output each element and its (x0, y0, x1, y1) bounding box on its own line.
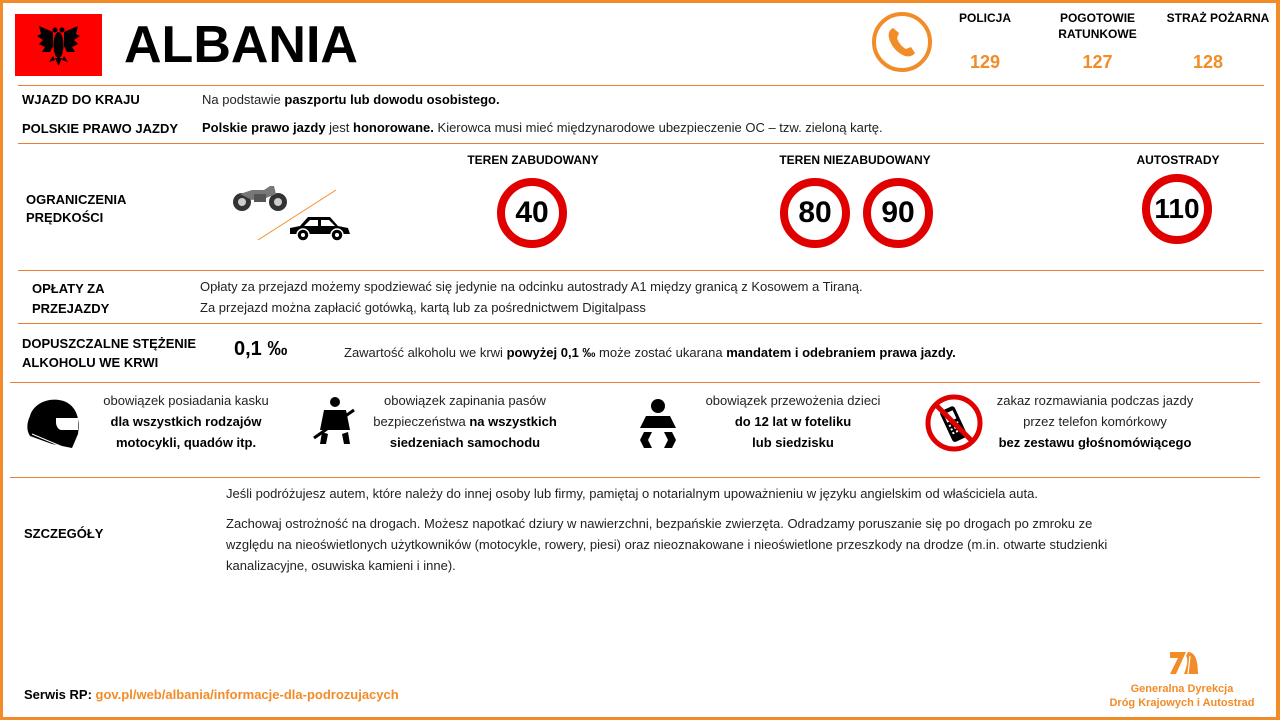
emergency-police-number: 129 (969, 52, 1001, 72)
entry-label: WJAZD DO KRAJU (22, 92, 140, 107)
child-icon (640, 398, 676, 455)
footer-label: Serwis RP: (24, 687, 96, 702)
phone-icon (872, 12, 932, 72)
details-label: SZCZEGÓŁY (24, 526, 104, 541)
divider (18, 270, 1264, 271)
tolls-line2: Za przejazd można zapłacić gotówką, kartą lub za pośrednictwem Digitalpass (200, 300, 646, 315)
entry-text: Na podstawie paszportu lub dowodu osobistego. (202, 92, 500, 107)
tolls-label: OPŁATY ZA PRZEJAZDY (32, 281, 110, 316)
zone-motorway-label: AUTOSTRADY (1136, 153, 1220, 167)
divider (18, 143, 1264, 144)
emergency-fire-label: STRAŻ POŻARNA (1166, 11, 1270, 25)
zone-built-up-label: TEREN ZABUDOWANY (467, 153, 599, 167)
rule-phone-text: zakaz rozmawiania podczas jazdy przez telefon komórkowy bez zestawu głośnomówiącego (996, 393, 1194, 450)
speed-label: OGRANICZENIA PRĘDKOŚCI (26, 192, 127, 225)
license-text: Polskie prawo jazdy jest honorowane. Kierowca musi mieć międzynarodowe ubezpieczenie OC – tzw. zieloną kartę. (202, 120, 883, 135)
speed-limit-sign: 40 (497, 178, 567, 248)
gddkia-logo-icon (1168, 650, 1200, 681)
emergency-police-label: POLICJA (958, 11, 1011, 25)
divider (18, 85, 1264, 86)
seatbelt-icon (312, 396, 358, 451)
page-title: ALBANIA (124, 16, 358, 74)
tolls-line1: Opłaty za przejazd możemy spodziewać się jedynie na odcinku autostrady A1 między granicą z Kosowem a Tiraną. (200, 279, 863, 294)
footer-link[interactable]: gov.pl/web/albania/informacje-dla-podrozujacych (95, 687, 399, 702)
emergency-ambulance-number: 127 (1082, 52, 1113, 72)
emergency-ambulance-label: POGOTOWIE RATUNKOWE (1058, 11, 1137, 41)
alcohol-label: DOPUSZCZALNE STĘŻENIE ALKOHOLU WE KRWI (22, 336, 197, 370)
rule-seatbelt-text: obowiązek zapinania pasów bezpieczeństwa na wszystkich siedzeniach samochodu (373, 393, 557, 450)
helmet-icon (22, 396, 82, 457)
albania-flag-icon (15, 14, 102, 76)
divider (10, 382, 1260, 383)
speed-limit-sign: 110 (1142, 174, 1212, 244)
divider (18, 323, 1262, 324)
details-para1: Jeśli podróżujesz autem, które należy do innej osoby lub firmy, pamiętaj o notarialnym upoważnieniu w języku angielskim od właściciela auta. (226, 486, 1038, 501)
alcohol-text: Zawartość alkoholu we krwi powyżej 0,1 ‰ może zostać ukarana mandatem i odebraniem prawa jazdy. (344, 345, 956, 360)
no-phone-icon (924, 393, 984, 458)
rule-helmet-text: obowiązek posiadania kasku dla wszystkich rodzajów motocykli, quadów itp. (103, 393, 269, 450)
speed-limit-sign: 80 (780, 178, 850, 248)
divider (10, 477, 1260, 478)
zone-non-built-up-label: TEREN NIEZABUDOWANY (779, 153, 931, 167)
footer-source (24, 686, 399, 704)
emergency-fire-number: 128 (1192, 52, 1224, 72)
car-icon (288, 214, 352, 247)
alcohol-limit-value: 0,1 ‰ (234, 338, 288, 360)
rule-child-text: obowiązek przewożenia dzieci do 12 lat w foteliku lub siedzisku (705, 393, 881, 450)
details-para2: Zachowaj ostrożność na drogach. Możesz napotkać dziury w nawierzchni, bezpańskie zwierzęta. Odradzamy poruszanie się po drogach po zmroku ze względu na nieoświetlonych użytkowników (motocykle, rowery, piesi) oraz nieoznakowane i nieoświetlone przeszkody na drodze (m.in. otwarte studzienki kanalizacyjne, osuwiska kamieni i inne). (226, 516, 1108, 573)
license-label: POLSKIE PRAWO JAZDY (22, 121, 179, 136)
speed-limit-sign: 90 (863, 178, 933, 248)
gddkia-name: Generalna Dyrekcja Dróg Krajowych i Autostrad (1109, 683, 1255, 709)
